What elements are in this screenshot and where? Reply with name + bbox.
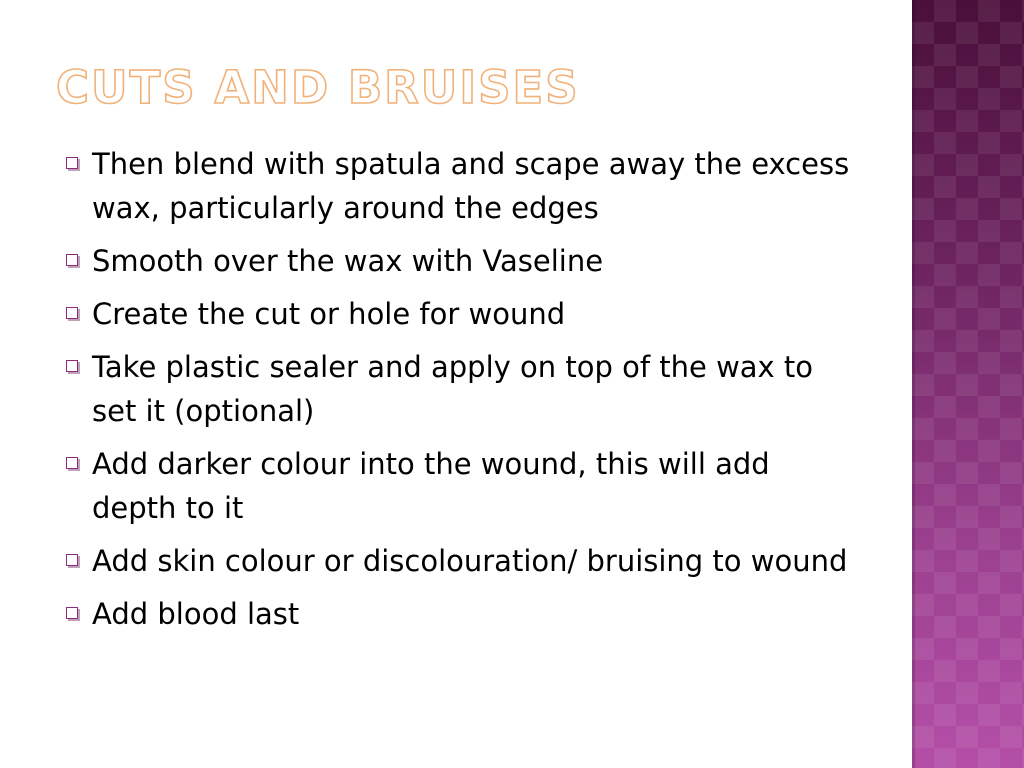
hollow-square-bullet-icon <box>66 607 78 619</box>
bullet-text: Add skin colour or discolouration/ bruising to wound <box>92 544 848 578</box>
bullet-item <box>60 592 860 636</box>
hollow-square-bullet-icon <box>66 457 78 469</box>
bullet-text: Take plastic sealer and apply on top of the wax to set it (optional) <box>92 350 814 428</box>
hollow-square-bullet-icon <box>66 254 78 266</box>
diamond-pattern <box>912 0 1024 768</box>
bullet-text: Smooth over the wax with Vaseline <box>92 244 604 278</box>
bullet-text: Then blend with spatula and scape away the excess wax, particularly around the edges <box>92 147 850 225</box>
bullet-item <box>60 292 860 336</box>
hollow-square-bullet-icon <box>66 157 78 169</box>
bullet-item <box>60 539 860 583</box>
bullet-item <box>60 442 860 530</box>
bullet-list <box>60 142 860 645</box>
bullet-text: Add darker colour into the wound, this will add depth to it <box>92 447 770 525</box>
decorative-side-band <box>912 0 1024 768</box>
band-edge-divider <box>912 0 915 768</box>
bullet-item <box>60 239 860 283</box>
hollow-square-bullet-icon <box>66 554 78 566</box>
bullet-text: Add blood last <box>92 597 300 631</box>
hollow-square-bullet-icon <box>66 307 78 319</box>
bullet-item <box>60 345 860 433</box>
bullet-text: Create the cut or hole for wound <box>92 297 566 331</box>
slide-title: CUTS AND BRUISES <box>56 61 580 114</box>
bullet-item <box>60 142 860 230</box>
hollow-square-bullet-icon <box>66 360 78 372</box>
